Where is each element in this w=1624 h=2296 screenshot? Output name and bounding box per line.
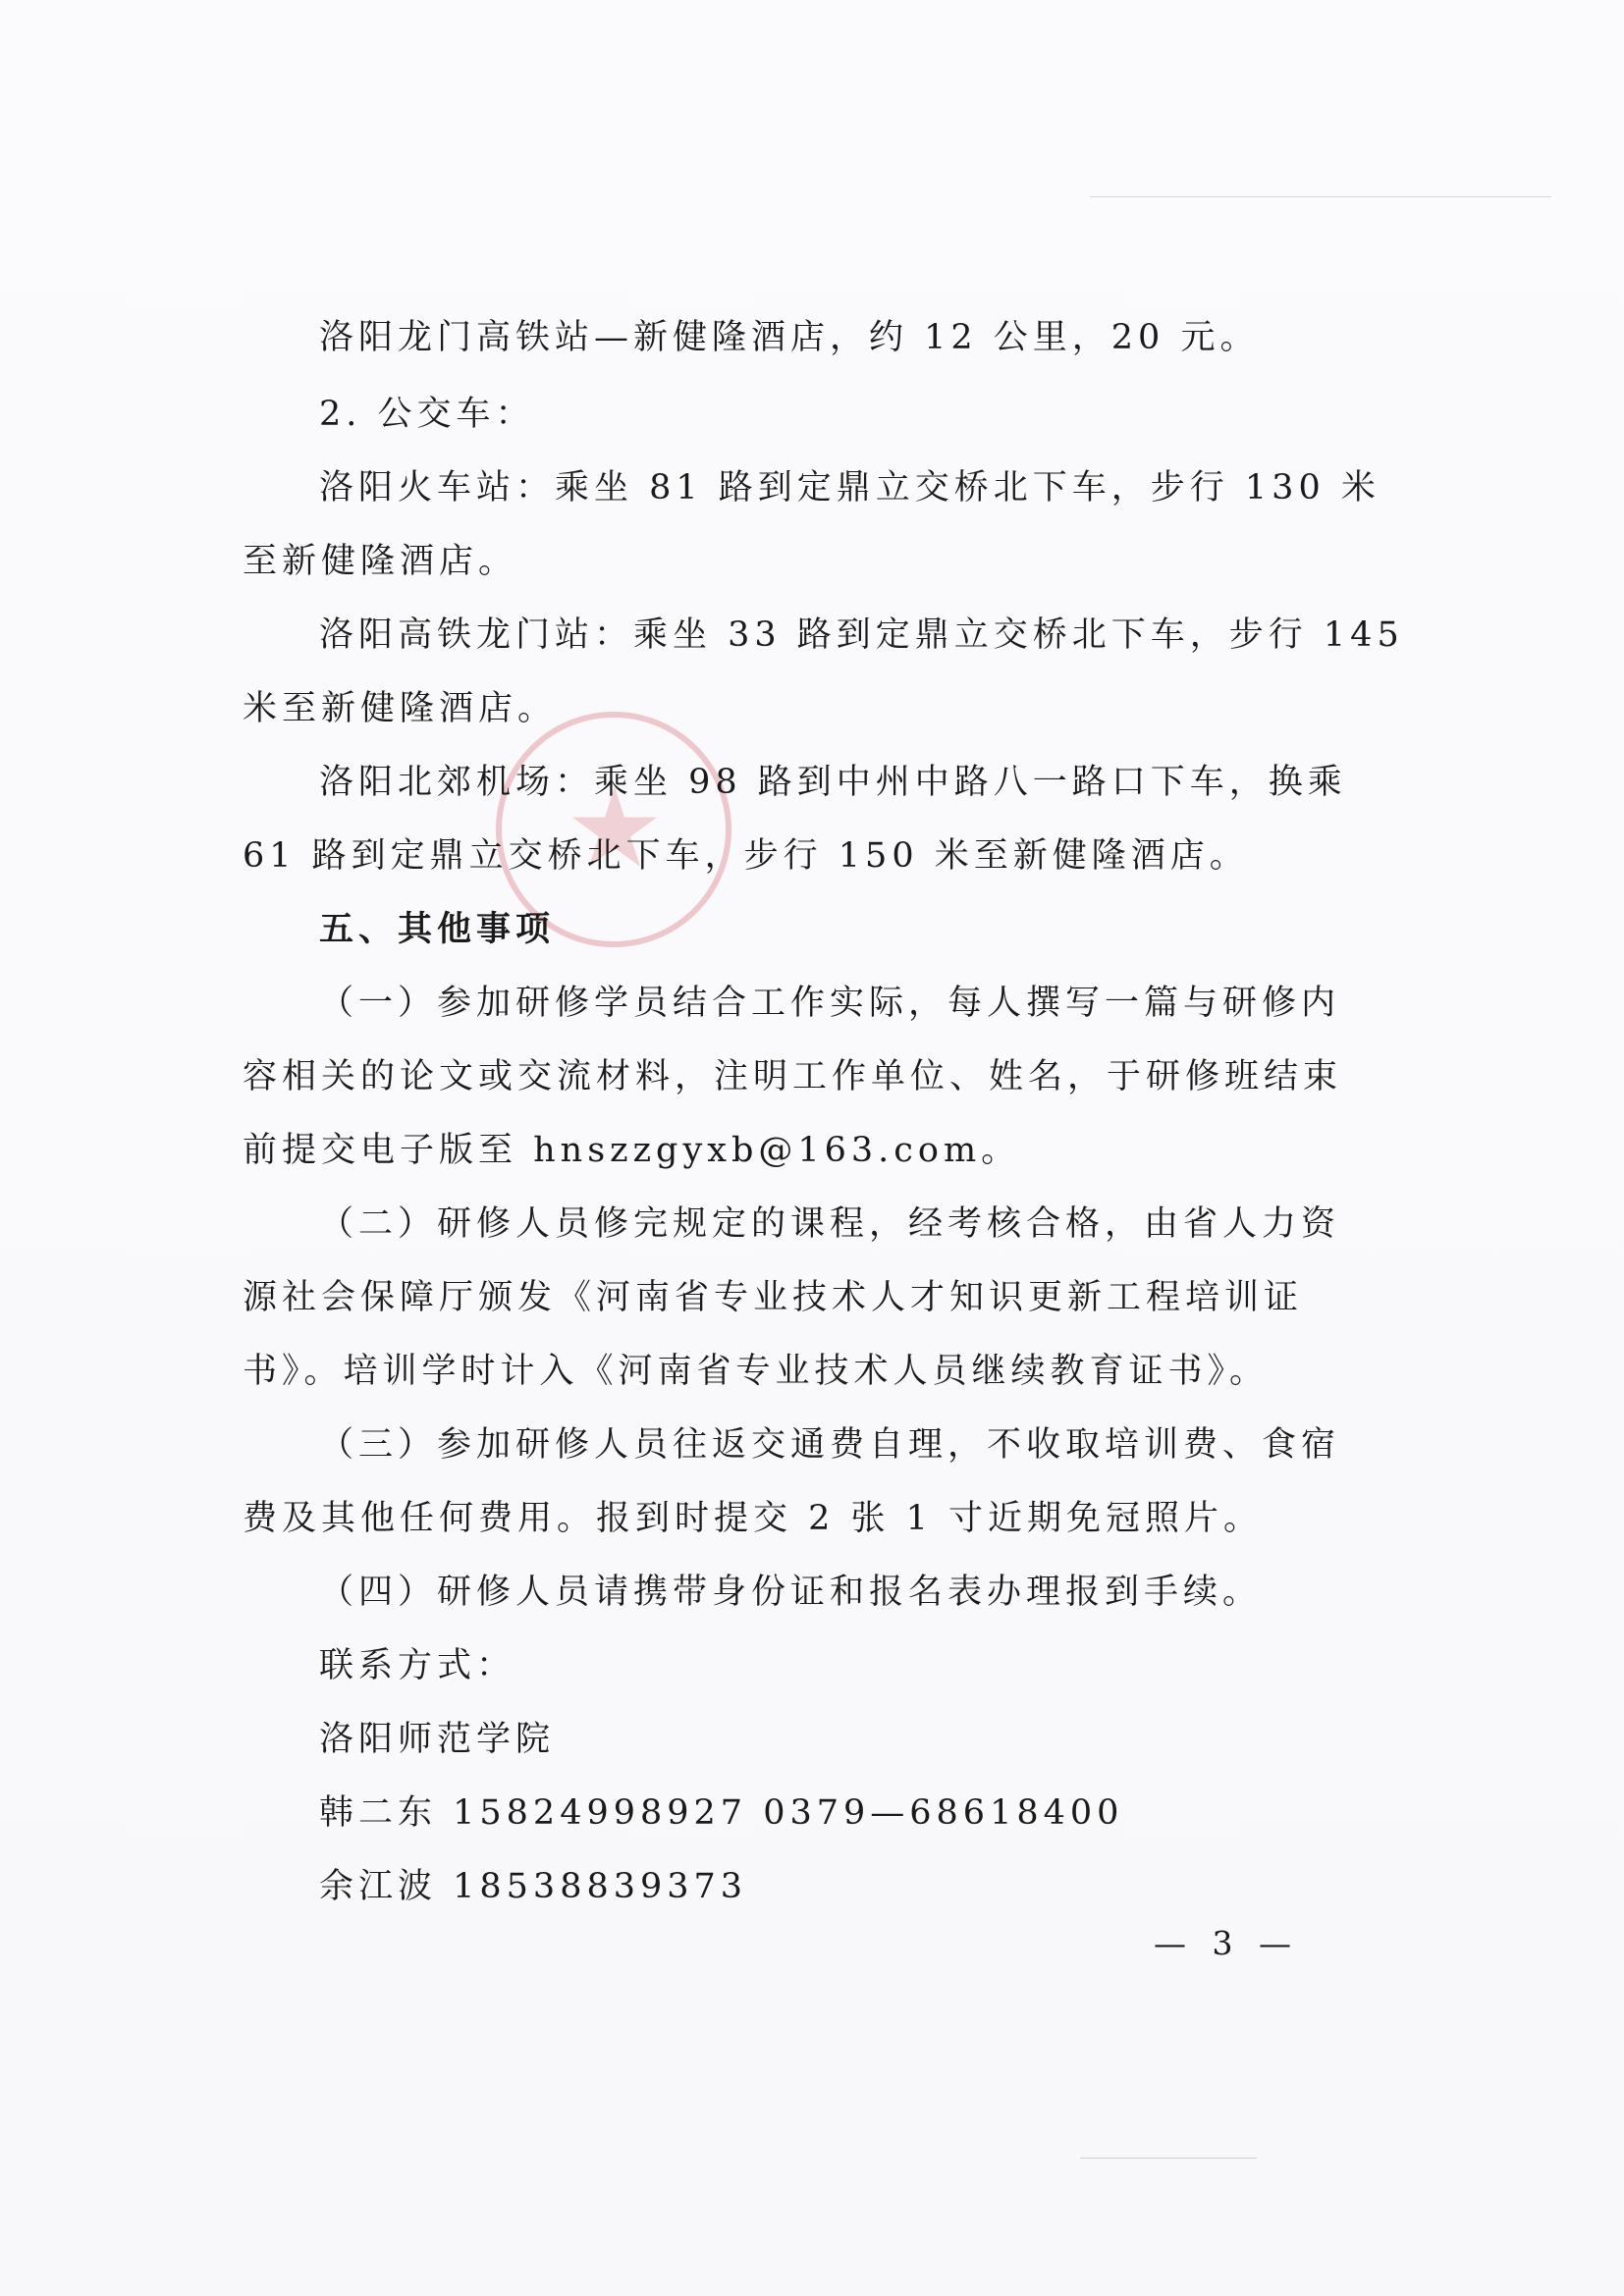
text-line-contact-org: 洛阳师范学院 [319, 1720, 556, 1759]
text-line-item-3-cont: 费及其他任何费用。报到时提交 2 张 1 寸近期免冠照片。 [243, 1499, 1264, 1538]
scan-edge-line [1090, 196, 1551, 197]
text-line-hsr-bus: 洛阳高铁龙门站：乘坐 33 路到定鼎立交桥北下车，步行 145 [319, 615, 1404, 655]
text-line-bus-heading: 2. 公交车： [319, 395, 535, 434]
text-line-item-2: （二）研修人员修完规定的课程，经考核合格，由省人力资 [319, 1204, 1341, 1244]
text-line-item-1-email: 前提交电子版至 hnszzgyxb@163.com。 [243, 1131, 1021, 1170]
text-line-hsr-bus-cont: 米至新健隆酒店。 [243, 689, 558, 728]
text-line-item-4: （四）研修人员请携带身份证和报名表办理报到手续。 [319, 1573, 1263, 1612]
section-heading-other-matters: 五、其他事项 [319, 910, 556, 949]
text-line-item-3: （三）参加研修人员往返交通费自理，不收取培训费、食宿 [319, 1425, 1341, 1465]
text-line-contact-person-1: 韩二东 15824998927 0379—68618400 [319, 1793, 1124, 1833]
text-line-item-2-cont: 源社会保障厅颁发《河南省专业技术人才知识更新工程培训证 [243, 1278, 1304, 1317]
text-line-contact-heading: 联系方式： [319, 1646, 516, 1685]
text-line-item-1-cont: 容相关的论文或交流材料，注明工作单位、姓名，于研修班结束 [243, 1057, 1343, 1096]
text-line-train-station-bus: 洛阳火车站：乘坐 81 路到定鼎立交桥北下车，步行 130 米 [319, 468, 1380, 507]
scan-edge-line-bottom [1080, 2158, 1257, 2159]
page-number: — 3 — [1154, 1924, 1299, 1962]
text-line-taxi-route: 洛阳龙门高铁站—新健隆酒店，约 12 公里，20 元。 [319, 318, 1260, 357]
text-line-item-2-cont2: 书》。培训学时计入《河南省专业技术人员继续教育证书》。 [243, 1352, 1270, 1391]
text-line-item-1: （一）参加研修学员结合工作实际，每人撰写一篇与研修内 [319, 984, 1341, 1023]
text-line-airport-bus: 洛阳北郊机场：乘坐 98 路到中州中路八一路口下车，换乘 [319, 763, 1347, 802]
text-line-airport-bus-cont: 61 路到定鼎立交桥北下车，步行 150 米至新健隆酒店。 [243, 836, 1249, 876]
text-line-contact-person-2: 余江波 18538839373 [319, 1867, 748, 1906]
text-line-train-station-bus-cont: 至新健隆酒店。 [243, 542, 518, 581]
